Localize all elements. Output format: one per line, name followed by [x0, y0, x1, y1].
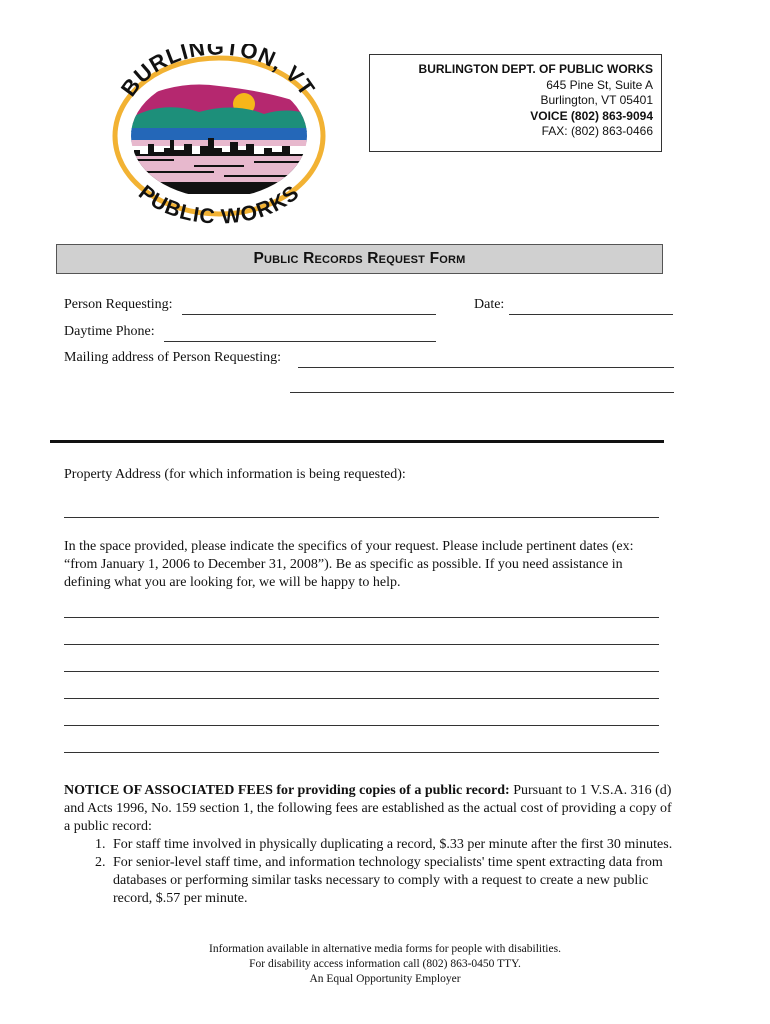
mailing-address-field-1[interactable] [298, 367, 674, 368]
person-requesting-field[interactable] [182, 314, 436, 315]
fees-list [64, 836, 680, 908]
footer-eoe: An Equal Opportunity Employer [309, 973, 461, 985]
specifics-field-1[interactable] [64, 617, 659, 618]
mailing-address-label: Mailing address of Person Requesting: [64, 350, 281, 365]
fee-item: 1. For staff time involved in physically duplicating a record, $.33 per minute after the first 30 minutes. [109, 836, 680, 854]
logo-bottom-text: PUBLIC WORKS [134, 180, 304, 224]
burlington-public-works-logo [104, 44, 334, 224]
specifics-field-3[interactable] [64, 671, 659, 672]
form-title-bar [56, 244, 663, 274]
specifics-field-5[interactable] [64, 725, 659, 726]
footer-accessibility: Information available in alternative media forms for people with disabilities. [209, 943, 561, 955]
address-box [369, 54, 662, 152]
property-address-label: Property Address (for which information is being requested): [64, 467, 406, 482]
fees-heading: NOTICE OF ASSOCIATED FEES for providing copies of a public record: [64, 783, 510, 798]
fees-notice [64, 782, 680, 908]
fee-item: 2. For senior-level staff time, and information technology specialists' time spent extracting data from databases or performing similar tasks necessary to comply with a request to create a new public record, $.57 per minute. [109, 854, 680, 908]
mailing-address-field-2[interactable] [290, 392, 674, 393]
date-label: Date: [474, 297, 505, 312]
logo-top-text: BURLINGTON, VT [115, 44, 321, 101]
specifics-field-6[interactable] [64, 752, 659, 753]
daytime-phone-field[interactable] [164, 341, 436, 342]
person-requesting-label: Person Requesting: [64, 297, 173, 312]
voice-phone: VOICE (802) 863-9094 [530, 108, 653, 123]
daytime-phone-label: Daytime Phone: [64, 324, 155, 339]
specifics-field-4[interactable] [64, 698, 659, 699]
section-divider [50, 440, 664, 443]
property-address-field[interactable] [64, 517, 659, 518]
specifics-field-2[interactable] [64, 644, 659, 645]
footer-tty: For disability access information call (802) 863-0450 TTY. [249, 958, 521, 970]
fax-number: FAX: (802) 863-0466 [541, 124, 653, 138]
footer [0, 942, 770, 987]
date-field[interactable] [509, 314, 673, 315]
fees-intro: Pursuant to 1 V.S.A. 316 (d) and Acts 1996, No. 159 section 1, the following fees are established as the actual cost of providing a copy of a public record: [64, 783, 672, 834]
specifics-instructions: In the space provided, please indicate the specifics of your request. Please include pertinent dates (ex: “from January 1, 2006 to December 31, 2008”). Be as specific as possible. If you need assistance in defining what you are looking for, we will be happy to help. [64, 539, 634, 590]
form-title: Public Records Request Form [253, 250, 466, 267]
street-address: 645 Pine St, Suite A [546, 77, 653, 92]
city-address: Burlington, VT 05401 [540, 93, 653, 107]
dept-name: BURLINGTON DEPT. OF PUBLIC WORKS [418, 62, 653, 76]
